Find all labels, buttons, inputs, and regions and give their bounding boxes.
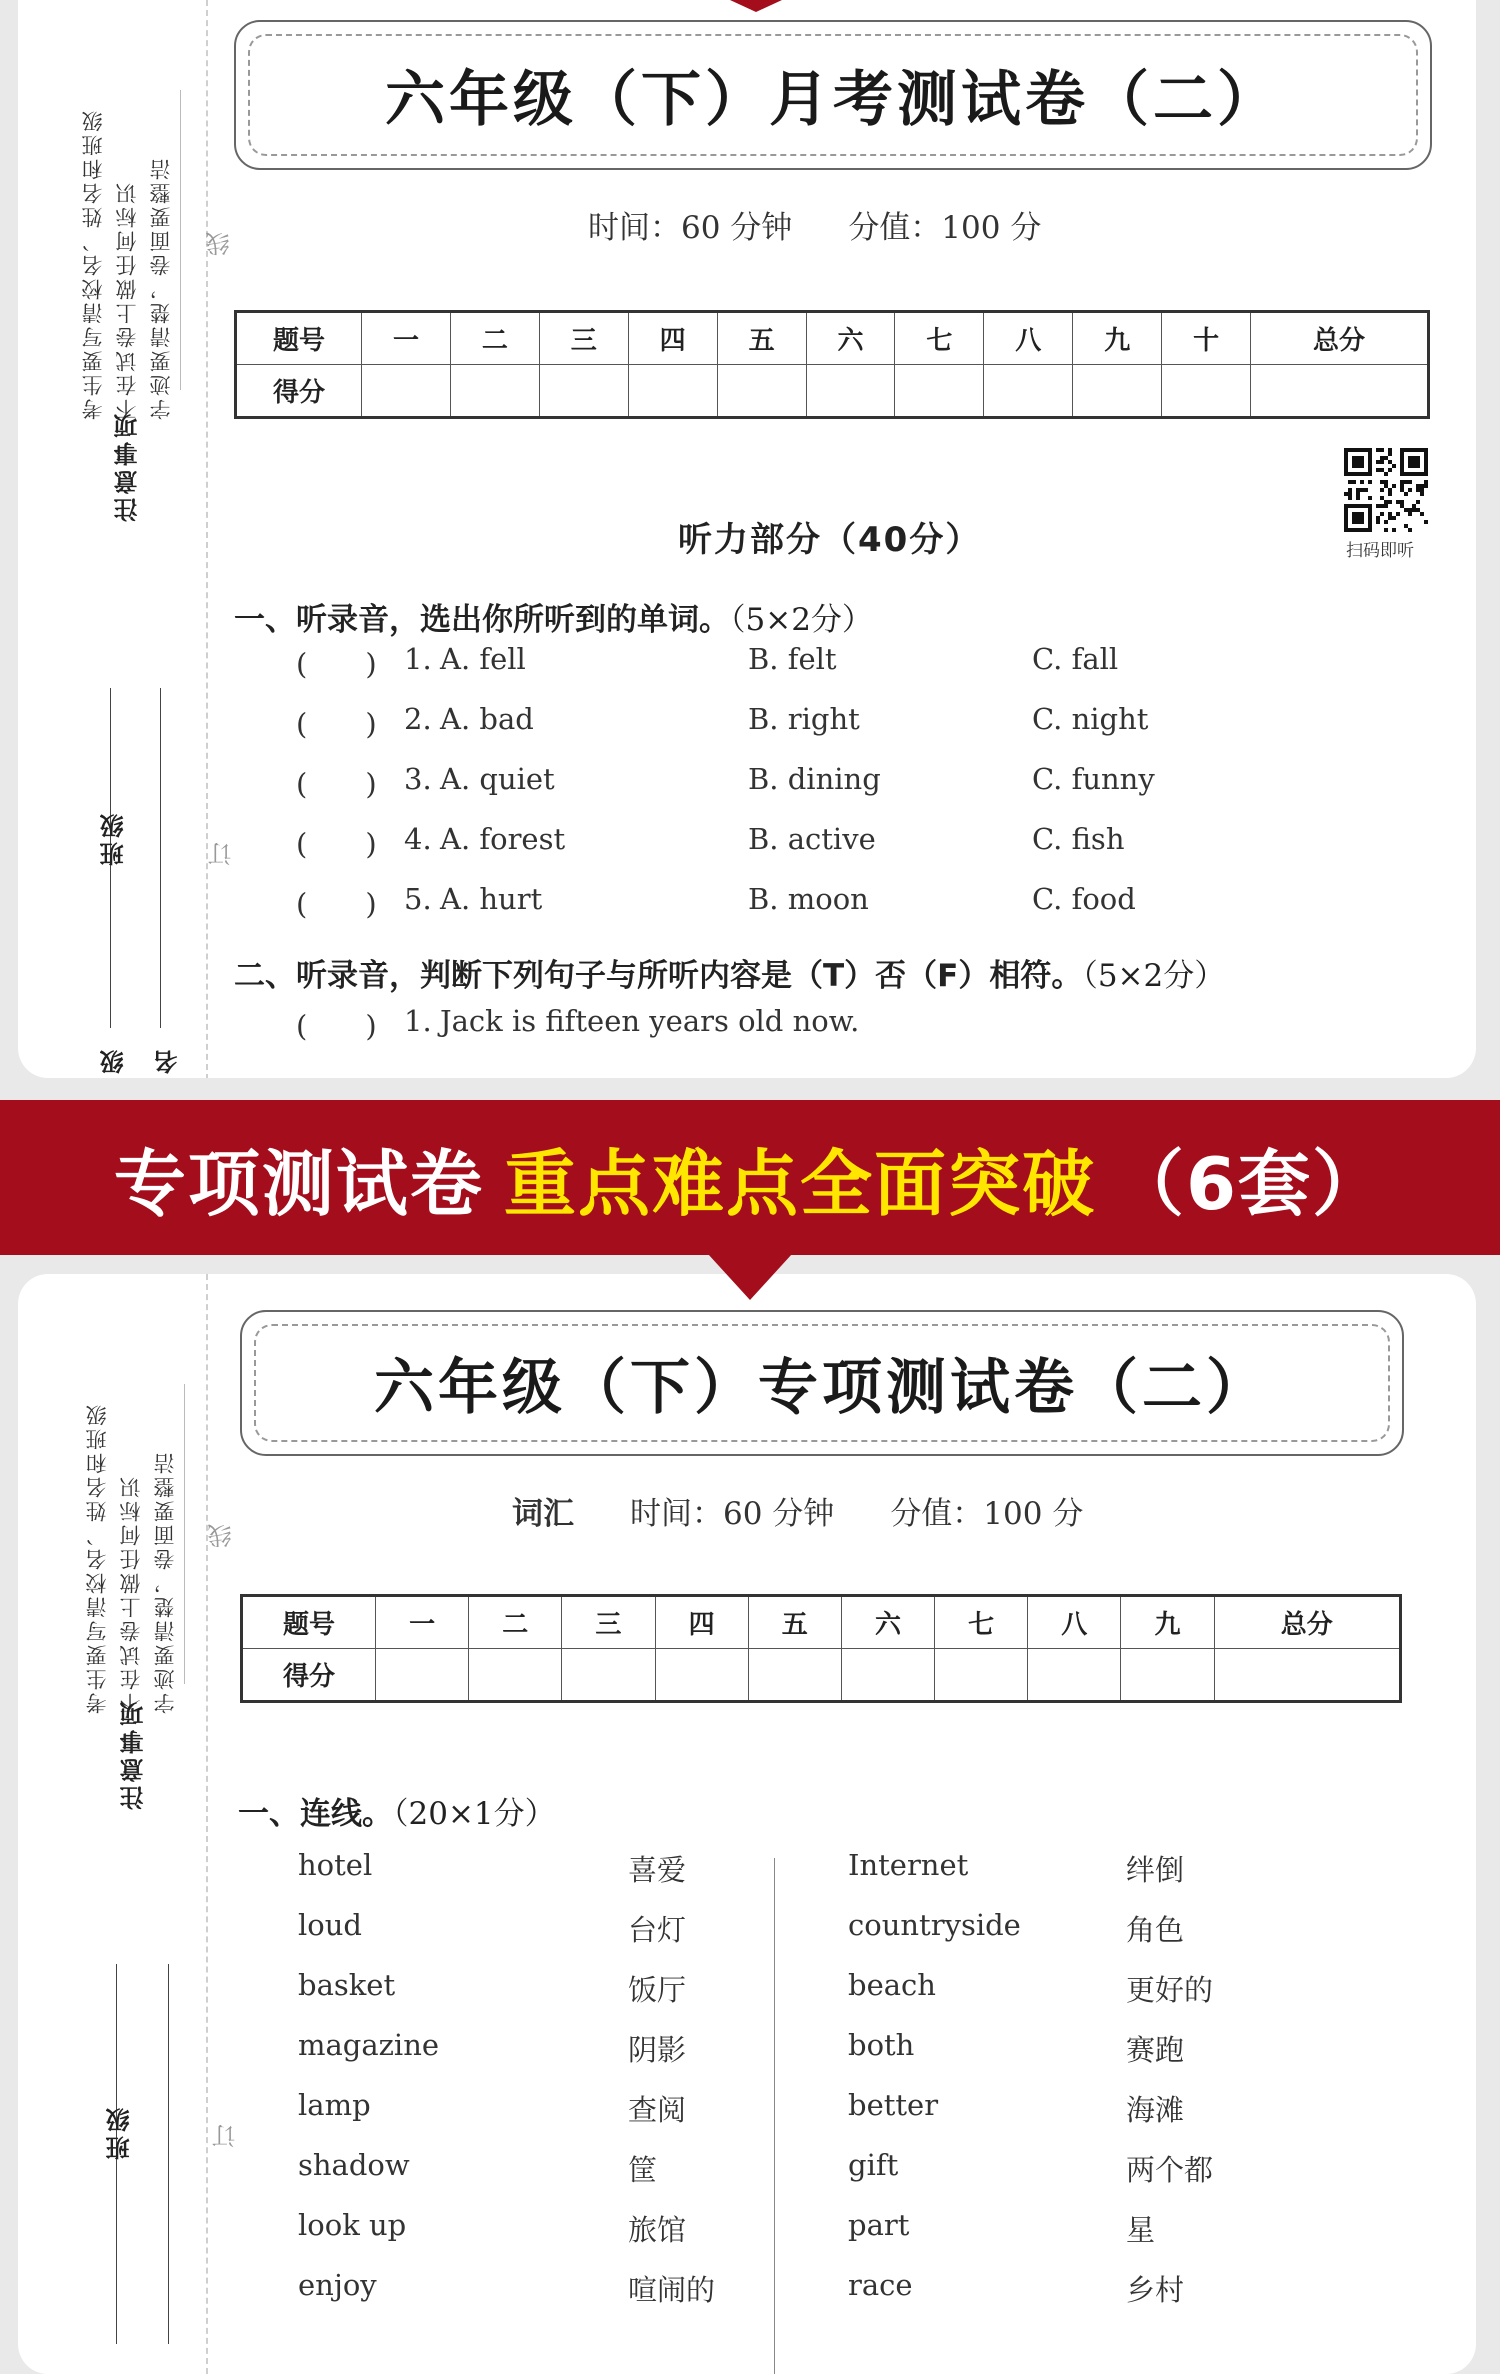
match-word-en: countryside [848, 1908, 1021, 1942]
score-info: 分值：100 分 [890, 1496, 1084, 1532]
match-word-zh: 乡村 [1126, 2273, 1185, 2307]
exam-sheet-2 [18, 1274, 1476, 2374]
option-a: A. fell [440, 642, 526, 676]
match-word-en: basket [298, 1968, 396, 2002]
score-cell[interactable] [655, 1649, 748, 1702]
score-cell[interactable] [469, 1649, 562, 1702]
match-word-zh: 更好的 [1126, 1973, 1214, 2007]
option-a: A. hurt [440, 882, 543, 916]
grade-label: 级 [100, 1046, 128, 1074]
notes-label: 注意事项 [114, 410, 142, 522]
option-b: B. active [748, 822, 876, 856]
match-word-zh: 角色 [1126, 1913, 1185, 1947]
question-1-heading: 一、听录音，选出你所听到的单词。（5×2分） [234, 602, 873, 638]
match-word-zh: 绊倒 [1126, 1853, 1185, 1887]
question-number: 1. [404, 642, 432, 676]
score-cell[interactable] [1162, 365, 1251, 418]
match-word-en: magazine [298, 2028, 440, 2062]
listening-section-title: 听力部分（40分） [678, 520, 982, 560]
score-table-header: 题号 [236, 312, 362, 365]
score-cell[interactable] [1121, 1649, 1214, 1702]
notes-text: 考生要写清校名、姓名和班级 不在试卷上做任何标识 字迹要清楚，卷面要整洁 [85, 1402, 177, 1714]
class-label: 班级 [106, 2104, 134, 2160]
score-cell[interactable] [748, 1649, 841, 1702]
score-cell[interactable] [362, 365, 451, 418]
answer-paren: ( ) [296, 887, 377, 921]
score-table-header: 三 [562, 1596, 655, 1649]
exam-sheet-1 [18, 0, 1476, 1078]
score-table-header: 一 [376, 1596, 469, 1649]
score-table-header: 二 [469, 1596, 562, 1649]
score-cell[interactable] [717, 365, 806, 418]
score-table-header: 题号 [242, 1596, 376, 1649]
match-word-zh: 阴影 [628, 2033, 687, 2067]
option-b: B. felt [748, 642, 837, 676]
exam-title: 六年级（下）专项测试卷（二） [254, 1324, 1390, 1442]
match-word-en: enjoy [298, 2268, 377, 2302]
score-info: 分值：100 分 [848, 210, 1042, 246]
match-word-en: look up [298, 2208, 407, 2242]
notes-divider [184, 1384, 185, 1684]
answer-paren: ( ) [296, 767, 377, 801]
match-word-zh: 两个都 [1126, 2153, 1214, 2187]
exam-info [588, 202, 1097, 247]
score-row-label: 得分 [236, 365, 362, 418]
option-a: A. forest [440, 822, 566, 856]
option-c: C. funny [1032, 762, 1155, 796]
notes-text: 考生要写清校名、姓名和班级 不在试卷上做任何标识 字迹要清楚，卷面要整洁 [81, 108, 173, 420]
match-word-zh: 筐 [628, 2153, 658, 2187]
score-table-header: 五 [748, 1596, 841, 1649]
banner-part-2: 重点难点全面突破 [503, 1141, 1096, 1226]
question-number: 3. [404, 762, 432, 796]
time-info: 时间：60 分钟 [588, 210, 793, 246]
time-info: 时间：60 分钟 [630, 1496, 835, 1532]
match-word-zh: 旅馆 [628, 2213, 687, 2247]
score-table-header: 十 [1162, 312, 1251, 365]
score-cell[interactable] [376, 1649, 469, 1702]
notes-label: 注意事项 [120, 1698, 148, 1810]
banner-part-1: 专项测试卷 [113, 1141, 484, 1226]
statement-text: Jack is fifteen years old now. [440, 1004, 860, 1038]
match-word-en: both [848, 2028, 915, 2062]
match-word-en: lamp [298, 2088, 371, 2122]
question-number: 4. [404, 822, 432, 856]
option-b: B. moon [748, 882, 869, 916]
binding-mark-line: 线 [208, 1524, 236, 1548]
match-word-zh: 喧闹的 [628, 2273, 716, 2307]
answer-paren: ( ) [296, 647, 377, 681]
match-word-en: loud [298, 1908, 362, 1942]
score-table-header: 总分 [1214, 1596, 1400, 1649]
match-word-en: race [848, 2268, 913, 2302]
score-table [234, 310, 1430, 419]
score-table-header: 一 [362, 312, 451, 365]
match-word-zh: 海滩 [1126, 2093, 1185, 2127]
question-number: 5. [404, 882, 432, 916]
option-c: C. night [1032, 702, 1149, 736]
question-2-heading: 二、听录音，判断下列句子与所听内容是（T）否（F）相符。（5×2分） [234, 958, 1226, 994]
option-b: B. dining [748, 762, 881, 796]
matching-heading: 一、连线。（20×1分） [238, 1796, 556, 1832]
answer-paren: ( ) [296, 827, 377, 861]
score-table-header: 总分 [1251, 312, 1429, 365]
binding-margin-line [206, 1274, 208, 2374]
option-c: C. fish [1032, 822, 1125, 856]
match-word-en: hotel [298, 1848, 373, 1882]
score-cell[interactable] [1073, 365, 1162, 418]
score-table-header: 八 [1028, 1596, 1121, 1649]
score-table-header: 七 [935, 1596, 1028, 1649]
score-table-header: 六 [806, 312, 895, 365]
score-cell[interactable] [1251, 365, 1429, 418]
score-table-header: 九 [1121, 1596, 1214, 1649]
score-cell[interactable] [562, 1649, 655, 1702]
subject-info: 词汇 [512, 1496, 574, 1532]
exam-info [512, 1488, 1139, 1533]
option-a: A. quiet [440, 762, 555, 796]
score-table-header: 二 [450, 312, 539, 365]
match-word-zh: 台灯 [628, 1913, 687, 1947]
matching-divider [774, 1858, 775, 2374]
score-table-header: 四 [655, 1596, 748, 1649]
banner-part-3: （6套） [1111, 1141, 1387, 1226]
binding-mark-line: 线 [206, 232, 234, 256]
binding-mark-bind: 订 [212, 2124, 240, 2148]
score-cell[interactable] [806, 365, 895, 418]
match-word-en: shadow [298, 2148, 410, 2182]
option-a: A. bad [440, 702, 534, 736]
option-c: C. fall [1032, 642, 1119, 676]
match-word-zh: 星 [1126, 2213, 1156, 2247]
match-word-en: part [848, 2208, 910, 2242]
match-word-en: better [848, 2088, 939, 2122]
score-table-header: 四 [628, 312, 717, 365]
name-label: 名 [154, 1046, 182, 1074]
name-fill-line [160, 688, 161, 1028]
qr-label: 扫码即听 [1346, 541, 1414, 561]
match-word-zh: 赛跑 [1126, 2033, 1185, 2067]
option-c: C. food [1032, 882, 1136, 916]
match-word-zh: 喜爱 [628, 1853, 687, 1887]
option-b: B. right [748, 702, 860, 736]
score-table-header: 三 [539, 312, 628, 365]
score-cell[interactable] [450, 365, 539, 418]
score-table-header: 八 [984, 312, 1073, 365]
banner-notch-bottom [708, 1254, 792, 1300]
answer-paren: ( ) [296, 707, 377, 741]
score-table-header: 七 [895, 312, 984, 365]
match-word-en: Internet [848, 1848, 969, 1882]
score-cell[interactable] [935, 1649, 1028, 1702]
name-fill-line [168, 1964, 169, 2344]
exam-title: 六年级（下）月考测试卷（二） [248, 34, 1418, 156]
match-word-en: gift [848, 2148, 899, 2182]
banner-notch-top [730, 0, 782, 12]
question-number: 1. [404, 1004, 432, 1038]
qr-code-icon [1344, 448, 1428, 532]
promo-banner [0, 1100, 1500, 1255]
score-row-label: 得分 [242, 1649, 376, 1702]
score-cell[interactable] [1214, 1649, 1400, 1702]
match-word-zh: 饭厅 [628, 1973, 687, 2007]
binding-mark-bind: 订 [208, 842, 236, 866]
score-table-header: 五 [717, 312, 806, 365]
score-cell[interactable] [1028, 1649, 1121, 1702]
score-cell[interactable] [984, 365, 1073, 418]
class-label: 班级 [100, 810, 128, 866]
question-number: 2. [404, 702, 432, 736]
score-cell[interactable] [628, 365, 717, 418]
score-table-header: 六 [841, 1596, 934, 1649]
score-cell[interactable] [539, 365, 628, 418]
notes-divider [180, 90, 181, 390]
answer-paren: ( ) [296, 1009, 377, 1043]
score-table [240, 1594, 1402, 1703]
match-word-en: beach [848, 1968, 936, 2002]
score-cell[interactable] [841, 1649, 934, 1702]
match-word-zh: 查阅 [628, 2093, 687, 2127]
binding-margin-line [206, 0, 208, 1078]
score-table-header: 九 [1073, 312, 1162, 365]
banner-text [0, 1100, 1500, 1255]
score-cell[interactable] [895, 365, 984, 418]
